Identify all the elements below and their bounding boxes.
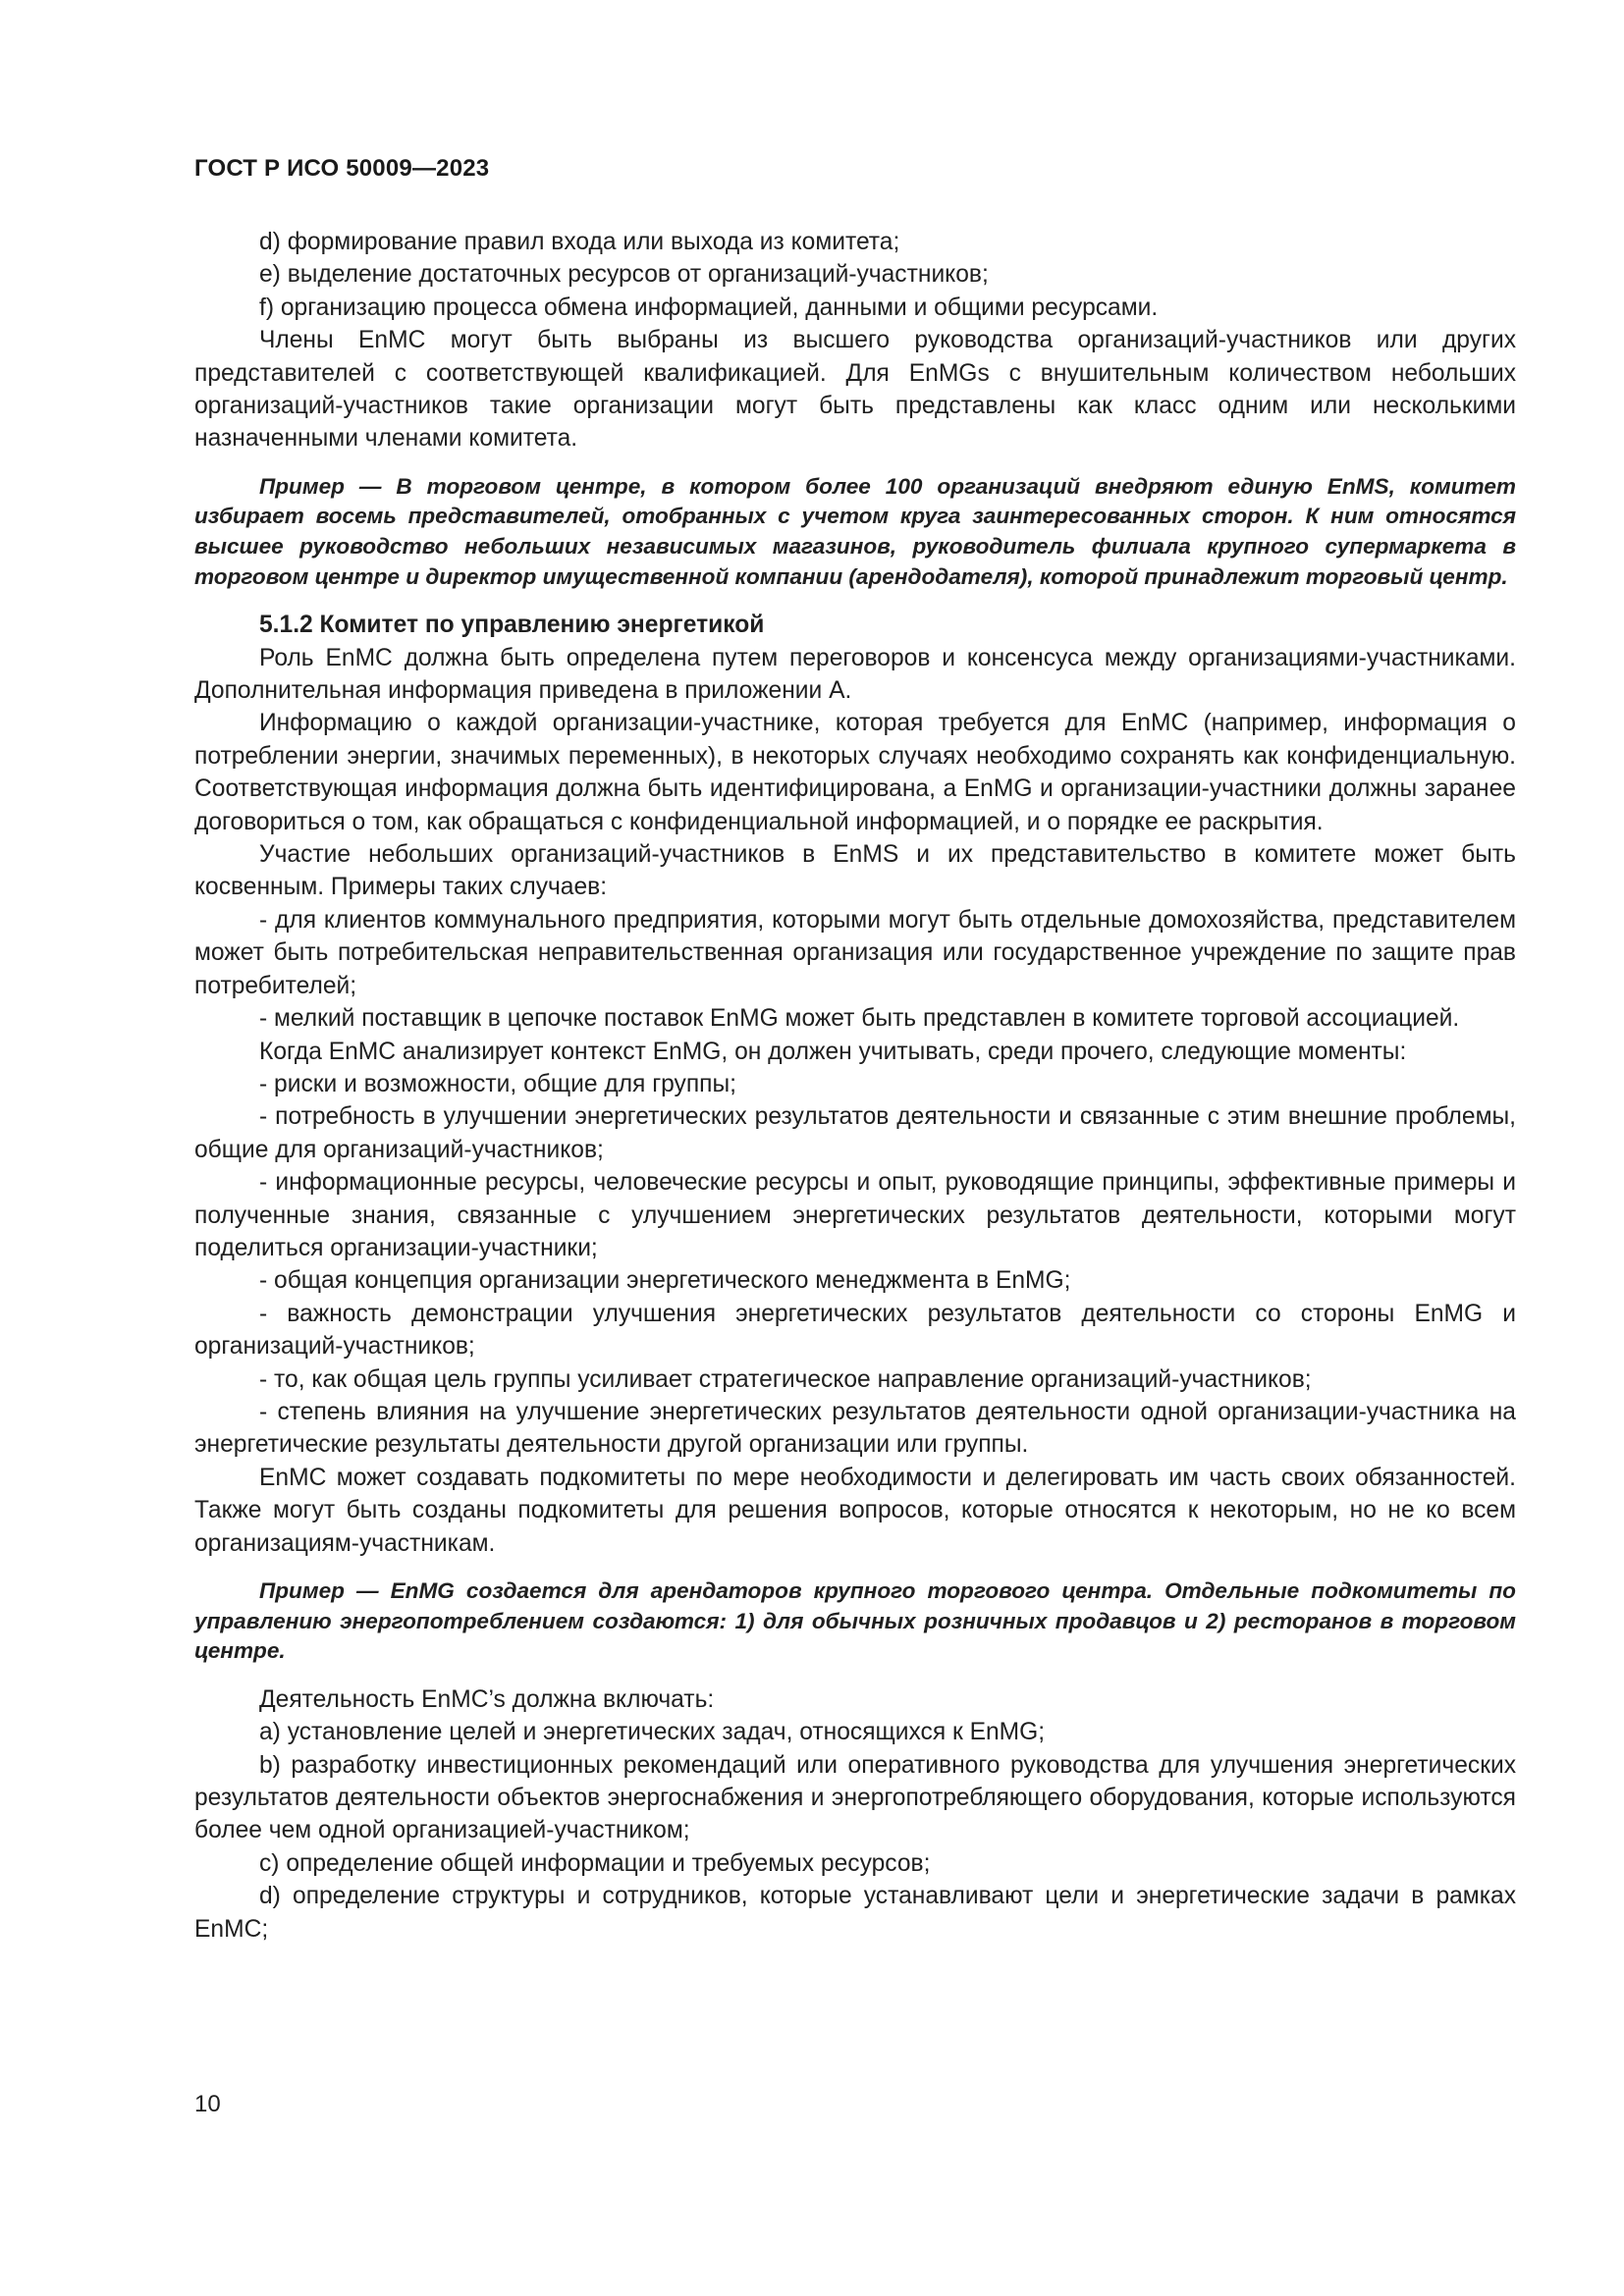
list-item-f: f) организацию процесса обмена информацией, данными и общими ресурсами. xyxy=(259,294,1159,321)
paragraph-activities: Деятельность EnMC’s должна включать: xyxy=(259,1685,715,1713)
list-item-e: e) выделение достаточных ресурсов от организаций-участников; xyxy=(259,261,989,289)
document-header: ГОСТ Р ИСО 50009—2023 xyxy=(194,155,490,182)
list-item-d: d) формирование правил входа или выхода из комитета; xyxy=(259,229,900,255)
bullet-utility-clients: - для клиентов коммунального предприятия, которыми могут быть отдельные домохозяйства, представителем может быть потребительская неправительственная организация или государственное учреждение по защите прав потребителей; xyxy=(194,906,1516,999)
paragraph-members: Члены EnMC могут быть выбраны из высшего руководства организаций-участников или других представителей с соответствующей квалификацией. Для EnMGs с внушительным количеством небольших организаций-участников такие организации могут быть представлены как класс одним или несколькими назначенными членами комитета. xyxy=(194,327,1516,453)
list-item-a: a) установление целей и энергетических задач, относящихся к EnMG; xyxy=(259,1719,1046,1746)
bullet-degree-influence: - степень влияния на улучшение энергетических результатов деятельности одной организации-участника на энергетические результаты деятельности другой организации или группы. xyxy=(194,1398,1516,1459)
bullet-small-supplier: - мелкий поставщик в цепочке поставок EnMG может быть представлен в комитете торговой ассоциацией. xyxy=(259,1005,1460,1033)
bullet-importance: - важность демонстрации улучшения энергетических результатов деятельности со стороны EnMG и организаций-участников; xyxy=(194,1300,1516,1361)
bullet-need-improvement: - потребность в улучшении энергетических результатов деятельности и связанные с этим внешние проблемы, общие для организаций-участников; xyxy=(194,1103,1516,1163)
bullet-common-goal: - то, как общая цель группы усиливает стратегическое направление организаций-участников; xyxy=(259,1365,1312,1393)
paragraph-role: Роль EnMC должна быть определена путем переговоров и консенсуса между организациями-участниками. Дополнительная информация приведена в приложении А. xyxy=(194,644,1516,705)
paragraph-context: Когда EnMC анализирует контекст EnMG, он должен учитывать, среди прочего, следующие моменты: xyxy=(259,1038,1407,1065)
section-heading-5-1-2: 5.1.2 Комитет по управлению энергетикой xyxy=(259,612,765,639)
example-shopping-center: Пример — В торговом центре, в котором более 100 организаций внедряют единую EnMS, комитет избирает восемь представителей, отобранных с учетом круга заинтересованных сторон. К ним относятся высшее руководство небольших независимых магазинов, руководитель филиала крупного супермаркета в торговом центре и директор имущественной компании (арендодателя), которой принадлежит торговый центр. xyxy=(194,473,1516,589)
paragraph-participation: Участие небольших организаций-участников в EnMS и их представительство в комитете может быть косвенным. Примеры таких случаев: xyxy=(194,841,1516,901)
document-body xyxy=(194,226,1516,1946)
list-item-c: c) определение общей информации и требуемых ресурсов; xyxy=(259,1849,931,1877)
bullet-information-resources: - информационные ресурсы, человеческие ресурсы и опыт, руководящие принципы, эффективные примеры и полученные знания, связанные с улучшением энергетических результатов деятельности, которыми могут поделиться организации-участники; xyxy=(194,1169,1516,1261)
paragraph-subcommittees: EnMC может создавать подкомитеты по мере необходимости и делегировать им часть своих обязанностей. Также могут быть созданы подкомитеты для решения вопросов, которые относятся к некоторым, но не ко всем организациям-участникам. xyxy=(194,1464,1516,1557)
bullet-risks: - риски и возможности, общие для группы; xyxy=(259,1070,737,1097)
page-number: 10 xyxy=(194,2091,221,2117)
list-item-d2: d) определение структуры и сотрудников, которые устанавливают цели и энергетические задачи в рамках EnMC; xyxy=(194,1883,1516,1943)
bullet-general-concept: - общая концепция организации энергетического менеджмента в EnMG; xyxy=(259,1267,1071,1295)
paragraph-confidential: Информацию о каждой организации-участнике, которая требуется для EnMC (например, информация о потреблении энергии, значимых переменных), в некоторых случаях необходимо сохранять как конфиденциальную. Соответствующая информация должна быть идентифицирована, а EnMG и организации-участники должны заранее договориться о том, как обращаться с конфиденциальной информацией, и о порядке ее раскрытия. xyxy=(194,710,1516,835)
example-tenants: Пример — EnMG создается для арендаторов крупного торгового центра. Отдельные подкомитеты по управлению энергопотреблением создаются: 1) для обычных розничных продавцов и 2) ресторанов в торговом центре. xyxy=(194,1578,1516,1664)
list-item-b: b) разработку инвестиционных рекомендаций или оперативного руководства для улучшения энергетических результатов деятельности объектов энергоснабжения и энергопотребляющего оборудования, которые используются более чем одной организацией-участником; xyxy=(194,1751,1516,1844)
